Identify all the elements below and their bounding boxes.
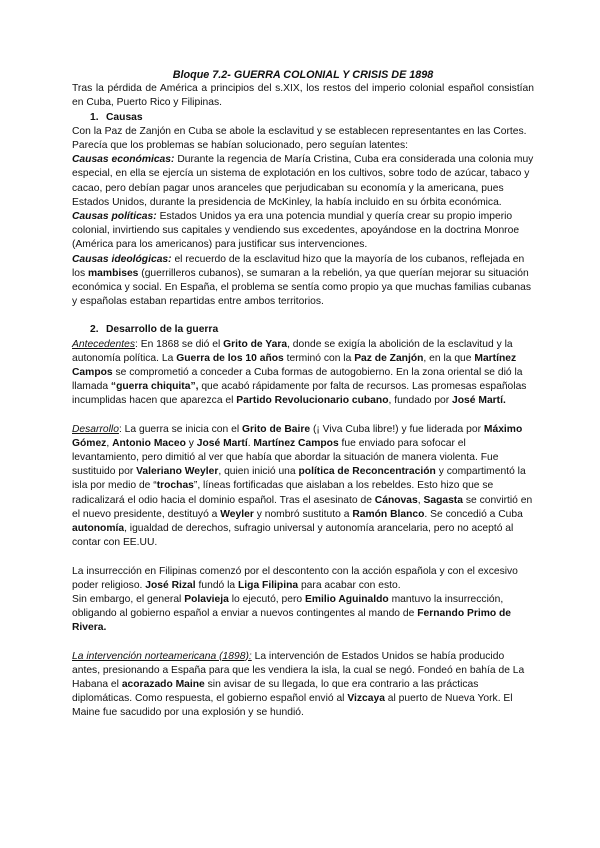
bold-term: Emilio Aguinaldo xyxy=(305,593,389,605)
bold-term: trochas xyxy=(156,480,194,492)
label: Desarrollo xyxy=(72,423,119,435)
bold-term: Grito de Baire xyxy=(242,423,311,435)
label: Causas ideológicas: xyxy=(72,253,172,265)
bold-term: Máximo Gómez xyxy=(72,423,523,449)
text: que acabó rápidamente por falta de recursos. Las promesas españolas incumplidas hacen que aparezca el xyxy=(72,381,527,407)
section-title: Desarrollo de la guerra xyxy=(106,324,219,336)
label: Causas políticas: xyxy=(72,211,157,223)
bold-term: Paz de Zanjón xyxy=(354,352,424,364)
label: La intervención norteamericana (1898): xyxy=(72,650,252,662)
text: (¡ Viva Cuba libre!) y fue liderada por xyxy=(310,423,484,435)
text: La insurrección en Filipinas comenzó por el descontento con la acción española y con el excesivo poder religioso. xyxy=(72,565,518,591)
label: Causas económicas: xyxy=(72,154,175,166)
text: . xyxy=(247,437,254,449)
text: al puerto de Nueva York. El Maine fue sacudido por una explosión y se hundió. xyxy=(72,693,513,719)
bold-term: Sagasta xyxy=(423,494,463,506)
causas-politicas xyxy=(72,210,534,253)
text: , xyxy=(106,437,113,449)
section-title: Causas xyxy=(106,111,143,123)
text: , xyxy=(417,494,424,506)
bold-term: Weyler xyxy=(220,508,254,520)
text: . Se concedió a Cuba xyxy=(424,508,523,520)
bold-term: Martínez Campos xyxy=(253,437,339,449)
text: , quien inició una xyxy=(218,466,299,478)
bold-term: Guerra de los 10 años xyxy=(176,352,284,364)
text: el recuerdo de la esclavitud hizo que la mayoría de los cubanos, reflejada en los xyxy=(72,253,525,279)
text: fue enviado para sofocar el levantamiento, pero dimitió al ver que había que abordar la situación de manera violenta. Fue sustituido por xyxy=(72,437,499,478)
text: : En 1868 se dió el xyxy=(134,338,224,350)
text: lo ejecutó, pero xyxy=(228,593,305,605)
bold-term: Fernando Primo de Rivera. xyxy=(72,608,512,634)
text: : La guerra se inicia con el xyxy=(118,423,242,435)
text: terminó con la xyxy=(283,352,355,364)
bold-term: “guerra chiquita”, xyxy=(110,381,199,393)
bold-term: Martínez Campos xyxy=(72,352,517,379)
text: Sin embargo, el general xyxy=(72,593,185,605)
section-heading-desarrollo xyxy=(72,323,534,337)
text: se comprometió a conceder a Cuba formas de autogobierno. En la zona oriental se dió la llamada xyxy=(72,367,523,393)
bold-term: José Martí. xyxy=(452,395,506,407)
text: fundó la xyxy=(195,579,239,591)
text: y compartimentó la isla por medio de “ xyxy=(72,466,526,492)
bold-term: política de Reconcentración xyxy=(298,466,436,478)
intervencion-paragraph xyxy=(72,650,534,721)
bold-term: Vizcaya xyxy=(347,693,385,705)
text: , donde se exigía la abolición de la esclavitud y la autonomía política. La xyxy=(72,338,513,364)
desarrollo-paragraph xyxy=(72,423,534,551)
causas-intro: Con la Paz de Zanjón en Cuba se abole la esclavitud y se establecen representantes en las Cortes. Parecía que los problemas se habían solucionado, pero seguían latentes: xyxy=(72,125,527,152)
bold-term: Partido Revolucionario cubano xyxy=(236,395,389,407)
text: (guerrilleros cubanos), se sumaran a la rebelión, ya que querían mejorar su situación económica y social. En España, el problema se sentía como propio ya que muchas familias cubanas y españolas estaban repartidas entre ambos territorios. xyxy=(72,267,532,308)
page-title: Bloque 7.2- GUERRA COLONIAL Y CRISIS DE 1898 xyxy=(172,69,434,81)
antecedentes-paragraph xyxy=(72,338,534,409)
causas-economicas xyxy=(72,153,534,210)
bold-term: Cánovas xyxy=(374,494,418,506)
bold-term: José Rizal xyxy=(145,579,196,591)
causas-ideologicas xyxy=(72,253,534,310)
section-heading-causas xyxy=(72,111,534,125)
text: mantuvo la insurrección, obligando al gobierno español a enviar a nuevos contingentes al mando de xyxy=(72,593,504,620)
text: Estados Unidos ya era una potencia mundial y quería crear su propio imperio colonial, invirtiendo sus capitales y vendiendo sus excedentes, apoyándose en la doctrina Monroe (América para los americanos) para justificar sus intervenciones. xyxy=(72,211,520,251)
text: para acabar con esto. xyxy=(298,579,401,591)
text: Durante la regencia de María Cristina, Cuba era considerada una colonia muy especial, en ella se ejercía un sistema de explotación en los cultivos, sobre todo de azúcar, tabaco y cacao, pero debían pagar unos aranceles que perjudicaban su economía y la americana, pues Estados Unidos, durante la presidencia de McKinley, la había incluido en su órbita económica. xyxy=(72,154,534,208)
text: , fundado por xyxy=(388,395,453,407)
bold-term: Liga Filipina xyxy=(238,579,299,591)
bold-term: Grito de Yara xyxy=(223,338,288,350)
bold-term: Polavieja xyxy=(184,593,229,605)
document-page xyxy=(72,68,534,721)
bold-term: acorazado Maine xyxy=(121,678,205,690)
text: La intervención de Estados Unidos se había producido antes, presionando a España para que les vendiera la isla, la cual se negó. Fondeó en bahía de La Habana el xyxy=(72,650,525,690)
text: se convirtió en el nuevo presidente, destituyó a xyxy=(72,494,533,520)
section-number: 2. xyxy=(90,324,99,336)
section-number: 1. xyxy=(90,111,99,123)
bold-term: Ramón Blanco xyxy=(352,508,425,520)
text: , igualdad de derechos, sufragio universal y autonomía arancelaria, pero no aceptó al contar con EE.UU. xyxy=(72,523,514,549)
bold-term: Valeriano Weyler xyxy=(136,466,219,478)
label: Antecedentes xyxy=(72,338,135,350)
bold-term: José Martí xyxy=(196,437,248,449)
text: y nombró sustituto a xyxy=(253,508,353,520)
bold-term: mambises xyxy=(88,267,139,279)
bold-term: autonomía xyxy=(72,523,125,535)
text: sin avisar de su llegada, lo que era contrario a las prácticas diplomáticas. Como respuesta, el gobierno español envió al xyxy=(72,678,479,705)
text: , en la que xyxy=(423,352,475,364)
text: y xyxy=(185,437,197,449)
bold-term: Antonio Maceo xyxy=(112,437,186,449)
text: ”, líneas fortificadas que aislaban a los rebeldes. Esto hizo que se radicalizará el odio hacia el dominio español. Tras el asesinato de xyxy=(72,480,494,506)
filipinas-paragraph xyxy=(72,565,534,636)
intro-paragraph: Tras la pérdida de América a principios del s.XIX, los restos del imperio colonial español consistían en Cuba, Puerto Rico y Filipinas. xyxy=(72,83,534,109)
